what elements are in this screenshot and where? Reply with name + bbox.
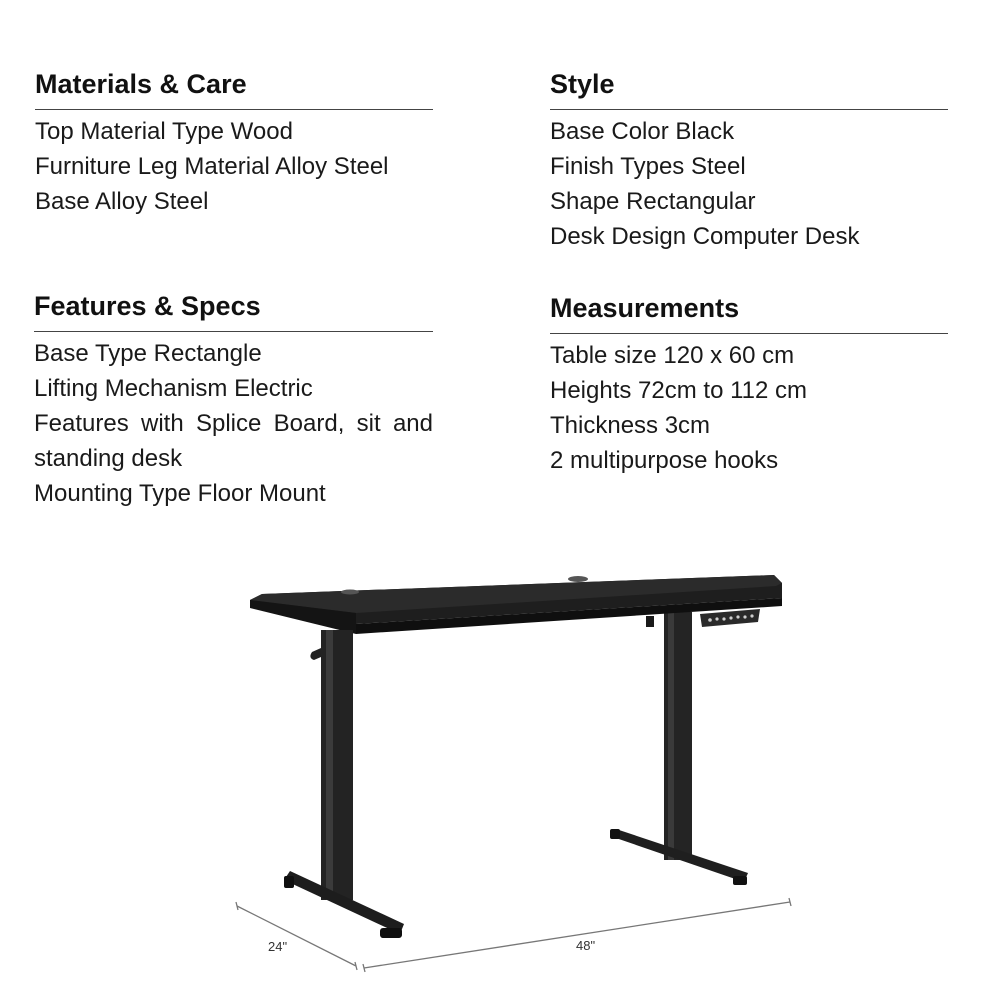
front-foot-pad xyxy=(380,928,402,938)
materials-care-heading: Materials & Care xyxy=(35,67,433,110)
list-item: Heights 72cm to 112 cm xyxy=(550,377,808,404)
standing-desk-illustration xyxy=(0,540,1000,1000)
style-section xyxy=(550,67,948,254)
list-item: Finish Types Steel xyxy=(550,153,746,180)
list-item: Desk Design Computer Desk xyxy=(550,223,860,250)
features-specs-section xyxy=(34,289,433,511)
cable-grommet-left xyxy=(341,590,359,595)
measurements-heading: Measurements xyxy=(550,291,948,334)
list-item: Top Material Type Wood xyxy=(35,118,293,145)
list-item: Mounting Type Floor Mount xyxy=(34,480,326,507)
list-item: 2 multipurpose hooks xyxy=(550,447,779,474)
materials-care-list xyxy=(35,110,433,219)
list-item: Thickness 3cm xyxy=(550,412,711,439)
motor-box xyxy=(646,616,654,627)
list-item: Lifting Mechanism Electric xyxy=(34,375,313,402)
list-item: Features with Splice Board, sit and standing desk xyxy=(34,410,433,472)
measurements-section xyxy=(550,291,948,478)
measurements-list xyxy=(550,334,948,478)
front-leg-assembly xyxy=(284,630,404,938)
depth-dimension-line xyxy=(237,906,356,966)
style-heading: Style xyxy=(550,67,948,110)
dimension-lines xyxy=(236,898,791,972)
depth-dimension-label: 24" xyxy=(268,939,288,954)
materials-care-section xyxy=(35,67,433,219)
width-dimension-label: 48" xyxy=(576,938,596,953)
list-item: Furniture Leg Material Alloy Steel xyxy=(35,153,389,180)
front-leg-column xyxy=(321,630,353,900)
features-specs-list xyxy=(34,332,433,511)
list-item: Table size 120 x 60 cm xyxy=(550,342,795,369)
list-item: Shape Rectangular xyxy=(550,188,756,215)
style-list xyxy=(550,110,948,254)
rear-leg-assembly xyxy=(610,612,748,885)
cable-grommet-right xyxy=(568,576,588,582)
list-item: Base Type Rectangle xyxy=(34,340,262,367)
control-panel xyxy=(700,609,760,627)
rear-foot-pad xyxy=(733,876,747,885)
width-dimension-line xyxy=(364,902,790,968)
features-specs-heading: Features & Specs xyxy=(34,289,433,332)
hook-icon xyxy=(310,648,321,660)
list-item: Base Color Black xyxy=(550,118,735,145)
list-item: Base Alloy Steel xyxy=(35,188,209,215)
